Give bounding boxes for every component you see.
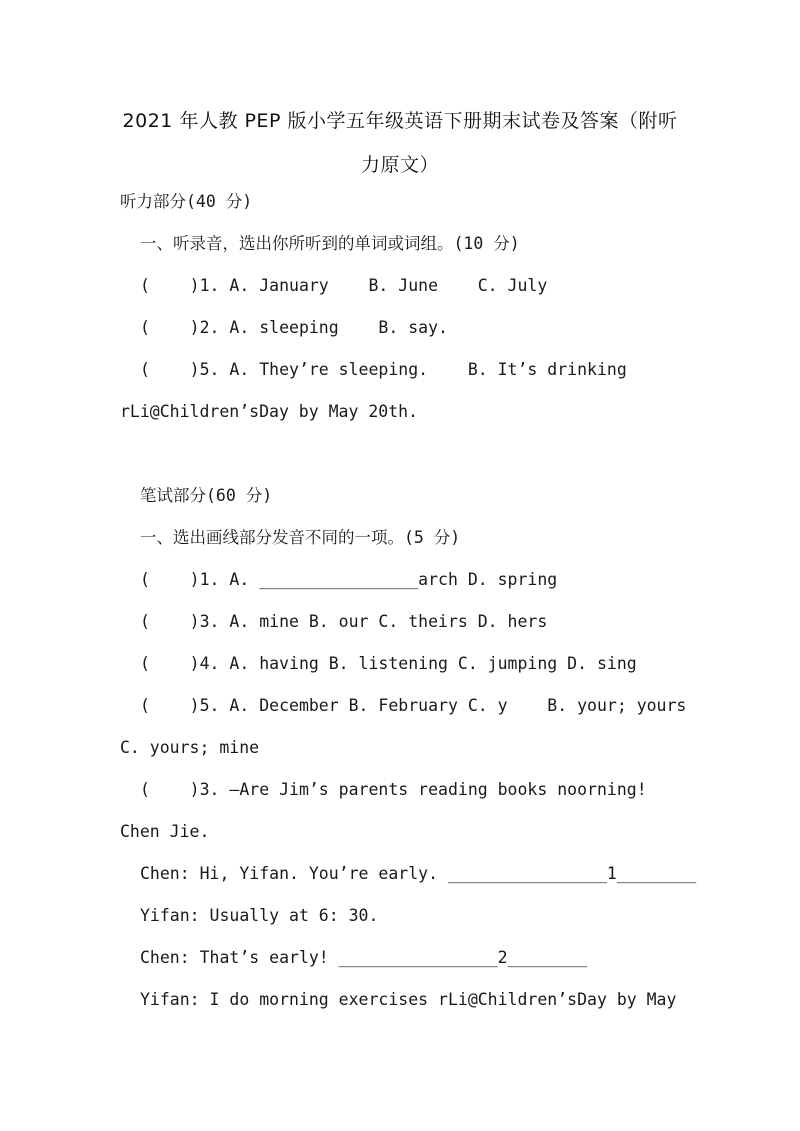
written-question-4: ( )4. A. having B. listening C. jumping D. sing [140,654,637,673]
written-section-header: 笔试部分(60 分) [140,486,273,505]
written-question-5-wrap: C. yours; mine [120,738,260,757]
listening-question-5-wrap: rLi@Children’sDay by May 20th. [120,402,419,421]
written-question-5: ( )5. A. December B. February C. y B. your; yours [140,696,687,715]
listening-question-2: ( )2. A. sleeping B. say. [140,318,448,337]
dialog-line-3: Chen: That’s early! ________________2________ [140,948,588,967]
listening-question-1: ( )1. A. January B. June C. July [140,276,548,295]
document-title-line1: 2021 年人教 PEP 版小学五年级英语下册期末试卷及答案（附听 [122,110,678,132]
written-question-1: ( )1. A. ________________arch D. spring [140,570,558,589]
written-question-3: ( )3. A. mine B. our C. theirs D. hers [140,612,548,631]
dialog-line-4: Yifan: I do morning exercises rLi@Children’sDay by May [140,990,677,1009]
listening-section-header: 听力部分(40 分) [120,192,253,211]
written-question-3b: ( )3. —Are Jim’s parents reading books noorning! [140,780,647,799]
dialog-line-2: Yifan: Usually at 6: 30. [140,906,379,925]
dialog-line-1: Chen: Hi, Yifan. You’re early. ________________1________ [140,864,697,883]
listening-question-5: ( )5. A. They’re sleeping. B. It’s drinking [140,360,627,379]
written-question-3b-wrap: Chen Jie. [120,822,210,841]
written-part1-instruction: 一、选出画线部分发音不同的一项。(5 分) [140,528,461,547]
listening-part1-instruction: 一、听录音，选出你所听到的单词或词组。(10 分) [140,234,520,253]
document-title-line2: 力原文） [360,154,439,176]
